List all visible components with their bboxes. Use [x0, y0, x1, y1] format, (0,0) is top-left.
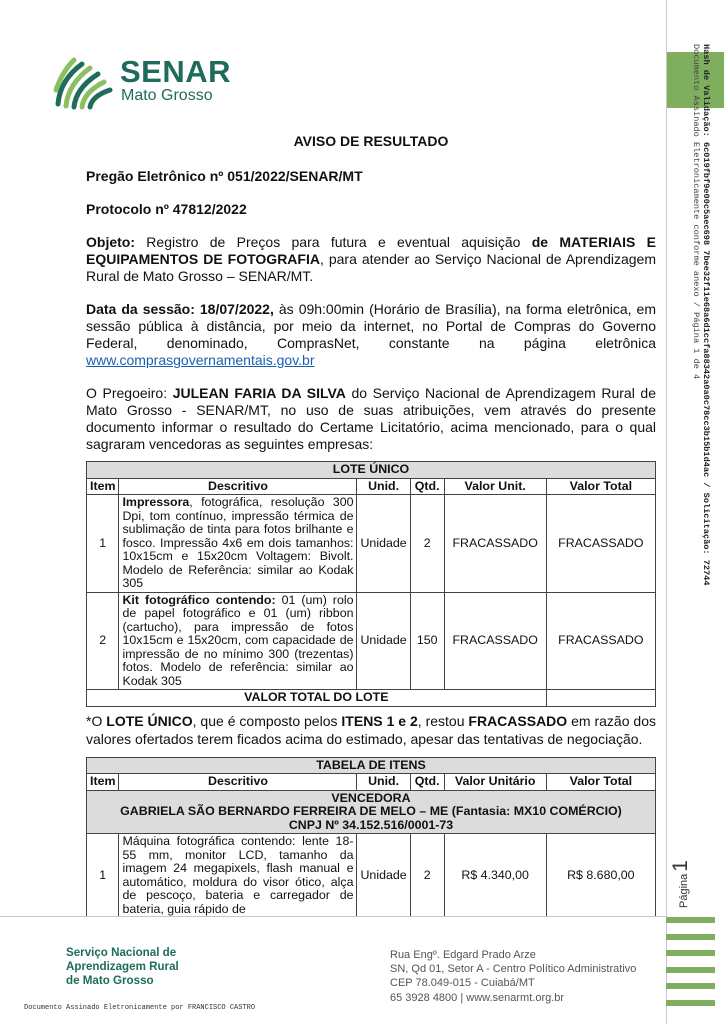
lote-total-row — [87, 690, 656, 707]
item-description: Máquina fotográfica contendo: lente 18-55 mm, monitor LCD, tamanho da imagem 24 megapixels, flash manual e automático, moldura do visor ótico, alça de pescoço, bateria e carregador de bateria, guia rápido de — [119, 834, 357, 917]
validation-hash: Hash de Validação: 6c019fbf9e00c5aec698 7bee32f11e68a6d1ccfa88342a0a0c78cc3b15b1d4ac / Solicitação: 72744 — [701, 44, 711, 586]
vencedora-label: VENCEDORA — [331, 790, 411, 805]
col-descritivo: Descritivo — [119, 774, 357, 791]
vencedora-block — [87, 790, 656, 834]
signed-by-notice: Documento Assinado Eletronicamente por FRANCISCO CASTRO — [24, 1004, 256, 1012]
comprasnet-link[interactable]: www.comprasgovernamentais.gov.br — [86, 352, 315, 368]
objeto-paragraph: Objeto: Registro de Preços para futura e eventual aquisição de MATERIAIS E EQUIPAMENTOS DE FOTOGRAFIA, para atender ao Serviço Nacional de Aprendizagem Rural de Mato Grosso – SENAR/MT. — [86, 234, 656, 284]
col-item: Item — [87, 774, 119, 791]
footer-divider — [0, 916, 666, 917]
senar-leaf-icon — [52, 50, 114, 112]
protocolo-heading: Protocolo nº 47812/2022 — [86, 201, 247, 217]
footer-org: Serviço Nacional de Aprendizagem Rural de Mato Grosso — [66, 946, 179, 987]
right-margin-line — [666, 0, 667, 1024]
footer-address: Rua Engº. Edgard Prado Arze SN, Qd 01, Setor A - Centro Político Administrativo CEP 78.049-015 - Cuiabá/MT 65 3928 4800 | www.senarmt.org.br — [390, 949, 637, 1004]
lote-total-value — [546, 690, 655, 707]
col-valor-unit: Valor Unit. — [444, 478, 546, 495]
itens-title: TABELA DE ITENS — [87, 757, 656, 774]
col-qtd: Qtd. — [410, 774, 444, 791]
signed-notice-vertical: Documento Assinado Eletronicamente conforme anexo / Página 1 de 4 — [691, 44, 701, 380]
vencedora-name: GABRIELA SÃO BERNARDO FERREIRA DE MELO – ME (Fantasia: MX10 COMÉRCIO) — [120, 804, 622, 818]
stripe — [666, 950, 715, 956]
stripe — [666, 917, 715, 923]
table-row: 1 Máquina fotográfica contendo: lente 18-55 mm, monitor LCD, tamanho da imagem 24 megapixels, flash manual e automático, moldura do visor ótico, alça de pescoço, bateria e carregador de bateria, guia rápido de Unidade 2 R$ 4.340,00 R$ 8.680,00 — [87, 834, 656, 917]
document-body — [86, 133, 656, 916]
table-row: 2 Kit fotográfico contendo: 01 (um) rolo de papel fotográfico e 01 (um) ribbon (cartucho), para impressão de fotos 10x15cm e 15x20cm, com capacidade de impressão de no mínimo 300 (trezentas) fotos. Modelo de referência: similar ao Kodak 305 Unidade 150 FRACASSADO FRACASSADO — [87, 592, 656, 690]
lote-title: LOTE ÚNICO — [87, 462, 656, 479]
item-description: Impressora, fotográfica, resolução 300 Dpi, tom contínuo, impressão térmica de sublimação de tinta para fotos brilhante e fosco. Impressão 4x6 em dois tamanhos: 10x15cm e 15x20cm Voltagem: Bivolt. Modelo de Referência: similar ao Kodak 305 — [119, 495, 357, 593]
brand-name: SENAR — [120, 54, 232, 89]
page-number: 1 — [669, 860, 692, 872]
table-row: 1 Impressora, fotográfica, resolução 300 Dpi, tom contínuo, impressão térmica de sublimação de tinta para fotos brilhante e fosco. Impressão 4x6 em dois tamanhos: 10x15cm e 15x20cm Voltagem: Bivolt. Modelo de Referência: similar ao Kodak 305 Unidade 2 FRACASSADO FRACASSADO — [87, 495, 656, 593]
item-description: Kit fotográfico contendo: 01 (um) rolo de papel fotográfico e 01 (um) ribbon (cartucho), para impressão de fotos 10x15cm e 15x20cm, com capacidade de impressão de no mínimo 300 (trezentas) fotos. Modelo de referência: similar ao Kodak 305 — [119, 592, 357, 690]
brand-region: Mato Grosso — [121, 87, 213, 104]
col-valor-total: Valor Total — [546, 774, 655, 791]
stripe — [666, 967, 715, 973]
vencedora-cnpj: CNPJ Nº 34.152.516/0001-73 — [288, 817, 454, 832]
page-label: Página — [678, 873, 690, 908]
col-unid: Unid. — [357, 478, 410, 495]
itens-table — [86, 757, 656, 917]
col-qtd: Qtd. — [410, 478, 444, 495]
decorative-stripes — [666, 917, 724, 1017]
page-indicator — [669, 860, 693, 908]
pregao-heading: Pregão Eletrônico nº 051/2022/SENAR/MT — [86, 168, 363, 184]
lote-note: *O LOTE ÚNICO, que é composto pelos ITENS 1 e 2, restou FRACASSADO em razão dos valores ofertados terem ficados acima do estimado, apesar das tentativas de negociação. — [86, 712, 656, 747]
document-title: AVISO DE RESULTADO — [293, 133, 449, 149]
col-valor-unitario: Valor Unitário — [444, 774, 546, 791]
sessao-paragraph: Data da sessão: 18/07/2022, às 09h:00min (Horário de Brasília), na forma eletrônica, em sessão pública à distância, por meio da internet, no Portal de Compras do Governo Federal, denominado, ComprasNet, constante na página eletrônica www.comprasgovernamentais.gov.br — [86, 301, 656, 368]
stripe — [666, 934, 715, 940]
stripe — [666, 983, 715, 989]
col-valor-total: Valor Total — [546, 478, 655, 495]
lote-total-label: VALOR TOTAL DO LOTE — [87, 690, 547, 707]
pregoeiro-paragraph: O Pregoeiro: JULEAN FARIA DA SILVA do Serviço Nacional de Aprendizagem Rural de Mato Grosso - SENAR/MT, no uso de suas atribuições, vem através do presente documento informar o resultado do Certame Licitatório, acima mencionado, para o qual sagraram vencedoras as seguintes empresas: — [86, 385, 656, 452]
senar-logo — [52, 50, 231, 112]
col-unid: Unid. — [357, 774, 410, 791]
lote-table — [86, 461, 656, 707]
col-item: Item — [87, 478, 119, 495]
stripe — [666, 1000, 715, 1006]
col-descritivo: Descritivo — [119, 478, 357, 495]
